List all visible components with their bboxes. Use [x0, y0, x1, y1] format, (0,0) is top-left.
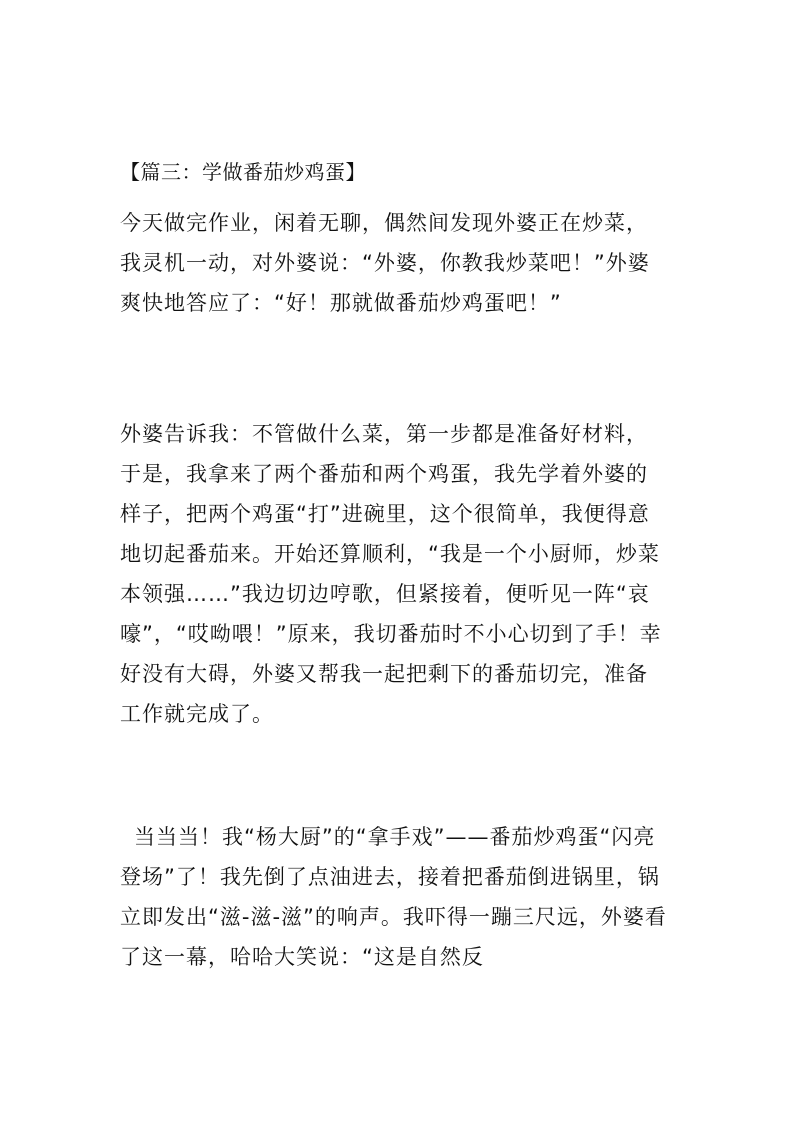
spacer	[120, 734, 668, 817]
spacer	[120, 194, 668, 203]
paragraph-2: 外婆告诉我：不管做什么菜，第一步都是准备好材料，于是，我拿来了两个番茄和两个鸡蛋，我先学着外婆的样子，把两个鸡蛋“打”进碗里，这个很简单，我便得意地切起番茄来。开始还算顺利，“我是一个小厨师，炒菜本领强……”我边切边哼歌，但紧接着，便听见一阵“哀嚎”，“哎呦喂！”原来，我切番茄时不小心切到了手！幸好没有大碍，外婆又帮我一起把剩下的番茄切完，准备工作就完成了。	[120, 422, 662, 726]
paragraph-1: 今天做完作业，闲着无聊，偶然间发现外婆正在炒菜，我灵机一动，对外婆说：“外婆，你教我炒菜吧！”外婆爽快地答应了：“好！那就做番茄炒鸡蛋吧！”	[120, 211, 650, 315]
spacer	[120, 323, 668, 414]
paragraph-3: 当当当！我“杨大厨”的“拿手戏”——番茄炒鸡蛋“闪亮登场”了！我先倒了点油进去，接着把番茄倒进锅里，锅立即发出“滋-滋-滋”的响声。我吓得一蹦三尺远，外婆看了这一幕，哈哈大笑说：“这是自然反	[120, 825, 667, 969]
document-body	[120, 150, 668, 977]
section-title: 【篇三：学做番茄炒鸡蛋】	[120, 160, 366, 184]
